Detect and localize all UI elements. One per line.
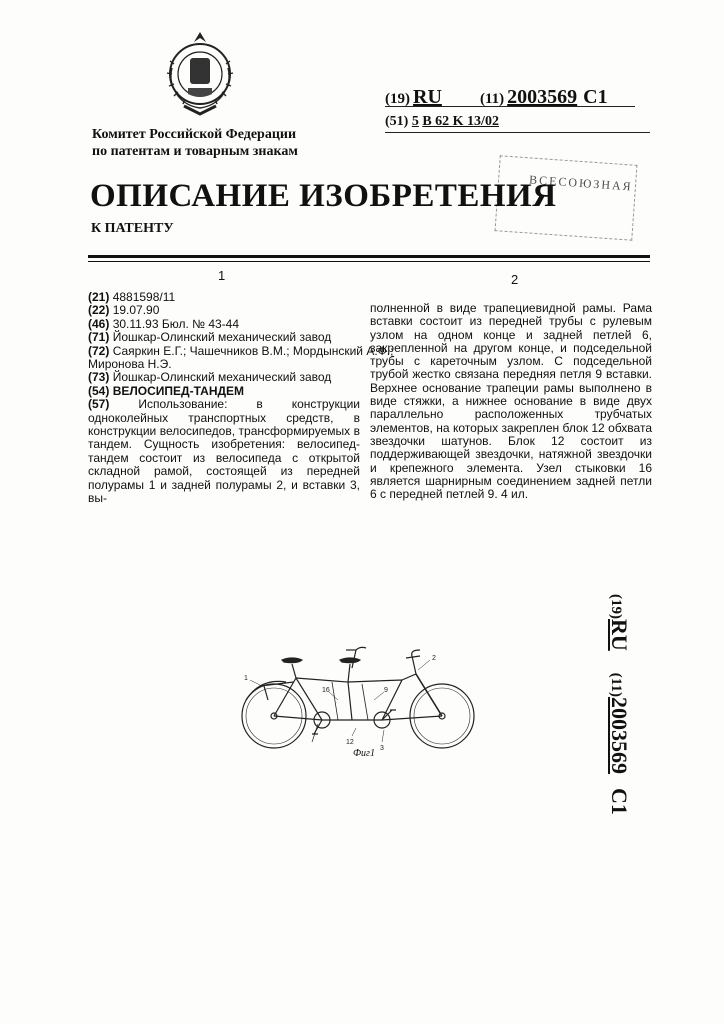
side-kind: C1 xyxy=(607,787,632,815)
applicant: Йошкар-Олинский механический завод xyxy=(112,330,332,345)
committee-line-1: Комитет Российской Федерации xyxy=(92,127,297,142)
side-patent-id xyxy=(592,594,652,830)
figure-label-12: 12 xyxy=(346,739,354,746)
code19-label: (19) xyxy=(385,91,410,107)
application-number: 4881598/11 xyxy=(112,290,176,304)
field-46-code: (46) xyxy=(88,316,110,331)
publication-date: 30.11.93 Бюл. № 43-44 xyxy=(112,316,240,331)
abstract-part-2: полненной в виде трапециевидной рамы. Рама вставки состоит из передней трубы с рулевым узлом на одном конце и задней петлей 6, закрепленной на другом конце, и подседельной трубы с кареточным узлом. С подседельной трубой жестко связана передняя петля 9 вставки. Верхнее основание трапеции рамы выполнено в виде стяжки, а нижнее основание в виде двух параллельно расположенных трубчатых элементов, на которых закреплен блок 12 обхвата звездочки шатунов. Блок 12 состоит из поддерживающей звездочки, натяжной звездочки и крепежного элемента. Узел стыковки 16 является шарнирным соединением задней петли 6 с передней петлей 9. 4 ил. xyxy=(370,301,652,502)
ipc-edition: 5 xyxy=(411,114,419,129)
title-divider-thin xyxy=(88,261,650,262)
committee-line-2: по патентам и товарным знакам xyxy=(92,144,298,159)
field-72 xyxy=(88,343,394,358)
field-57 xyxy=(88,398,360,505)
header-divider xyxy=(385,106,635,107)
field-73-code: (73) xyxy=(88,370,110,385)
field-72-code: (72) xyxy=(88,343,110,358)
column-number-1: 1 xyxy=(218,268,226,283)
invention-title: ВЕЛОСИПЕД-ТАНДЕМ xyxy=(112,383,245,398)
side-code19: (19) xyxy=(608,594,624,619)
side-country: RU xyxy=(607,619,632,651)
code11-label: (11) xyxy=(480,91,505,107)
patent-kind: C1 xyxy=(583,86,608,108)
state-emblem-icon xyxy=(160,28,240,116)
ipc-class: B 62 K 13/02 xyxy=(422,114,499,129)
issuing-committee xyxy=(92,126,392,160)
stamp-text: ВСЕСОЮЗНАЯ xyxy=(528,172,634,194)
document-title: ОПИСАНИЕ ИЗОБРЕТЕНИЯ xyxy=(90,178,557,214)
figure-caption: Фиг1 xyxy=(353,748,375,759)
figure-label-16: 16 xyxy=(322,687,330,694)
patent-number: 2003569 xyxy=(507,86,578,108)
field-22-code: (22) xyxy=(88,303,110,318)
field-22 xyxy=(88,304,360,317)
country-code: RU xyxy=(413,86,442,108)
code51-label: (51) xyxy=(385,114,409,129)
filing-date: 19.07.90 xyxy=(112,303,160,318)
side-code11: (11) xyxy=(608,672,624,697)
bibliographic-fields xyxy=(88,290,394,506)
field-54 xyxy=(88,385,360,398)
inventors-line-1: Саяркин Е.Г.; Чашечников В.М.; Мордынский А.Ф.; xyxy=(112,343,394,358)
figure-label-1: 1 xyxy=(244,675,248,682)
column-number-2: 2 xyxy=(511,272,519,287)
figure-label-9: 9 xyxy=(384,687,388,694)
ipc-divider xyxy=(385,132,650,133)
figure-label-3: 3 xyxy=(380,745,384,752)
field-73 xyxy=(88,371,360,384)
title-divider-thick xyxy=(88,255,650,258)
ipc-field xyxy=(385,114,499,130)
field-21 xyxy=(88,291,360,304)
side-patent-number: 2003569 xyxy=(607,696,632,774)
field-54-code: (54) xyxy=(88,383,110,398)
abstract-part-1: Использование: в конструкции одноколейных транспортных средств, в конструкции велосипедов, трансформируемых в тандем. Сущность изобретения: велосипед-тандем состоит из велосипеда с открытой складной рамой, состоящей из передней полурамы 1 и задней полурамы 2, и вставки 3, вы- xyxy=(88,397,360,506)
field-57-code: (57) xyxy=(88,397,110,412)
document-subtitle: К ПАТЕНТУ xyxy=(91,221,174,236)
field-71-code: (71) xyxy=(88,330,110,345)
figure-label-2: 2 xyxy=(432,655,436,662)
field-71 xyxy=(88,331,360,344)
patent-holder: Йошкар-Олинский механический завод xyxy=(112,370,332,385)
field-72-cont: Миронова Н.Э. xyxy=(88,357,172,372)
field-21-code: (21) xyxy=(88,290,110,304)
